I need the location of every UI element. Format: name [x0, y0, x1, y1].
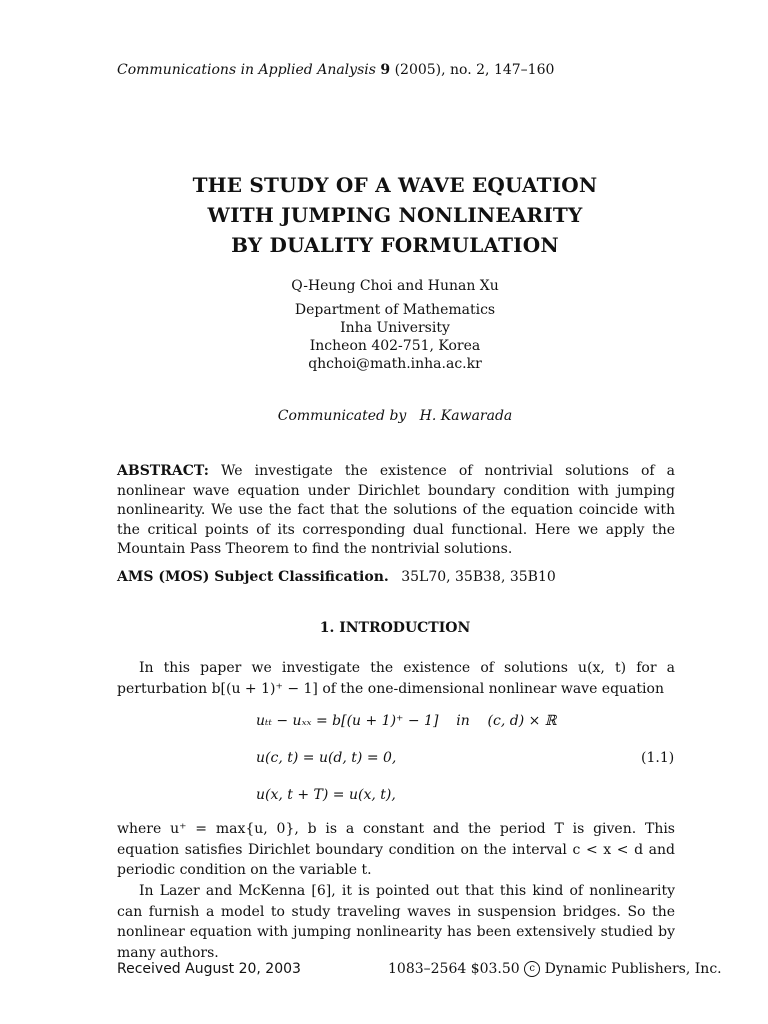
- author-university: Inha University: [340, 320, 450, 336]
- issn-price: 1083–2564 $03.50: [388, 961, 520, 977]
- author-department: Department of Mathematics: [294, 302, 496, 318]
- journal-volume: 9: [380, 62, 391, 78]
- author-address: Incheon 402-751, Korea: [309, 338, 481, 354]
- intro-paragraph-3: [117, 881, 675, 963]
- abstract-text: We investigate the existence of nontrivial solutions of a nonlinear wave equation under Dirichlet boundary condition with jumping nonlinearity. We use the fact that the solutions of the equation coincide with the critical points of its corresponding dual functional. Here we apply the Mountain Pass Theorem to find the nontrivial solutions.: [117, 463, 675, 557]
- equation-line-1: uₜₜ − uₓₓ = b[(u + 1)⁺ − 1] in (c, d) × ℝ: [256, 713, 557, 729]
- title-line-3: BY DUALITY FORMULATION: [231, 233, 559, 257]
- author-names: Q-Heung Choi and Hunan Xu: [291, 278, 499, 294]
- intro-paragraph-1-text: In this paper we investigate the existence of solutions u(x, t) for a perturbation b[(u + 1)⁺ − 1] of the one-dimensional nonlinear wave equation: [117, 660, 675, 697]
- intro-paragraph-1: [117, 658, 675, 699]
- ams-label: AMS (MOS) Subject Classification.: [117, 569, 389, 585]
- received-date: Received August 20, 2003: [117, 961, 301, 977]
- equation-line-3: u(x, t + T) = u(x, t),: [256, 787, 396, 803]
- publisher-line: [388, 961, 722, 977]
- copyright-icon: c: [524, 961, 540, 977]
- abstract: [117, 462, 675, 560]
- journal-header: [117, 62, 554, 78]
- intro-paragraph-3-text: In Lazer and McKenna [6], it is pointed out that this kind of nonlinearity can furnish a model to study traveling waves in suspension bridges. So the nonlinear equation with jumping nonlinearity has been extensively studied by many authors.: [117, 883, 675, 961]
- equation-line-2: u(c, t) = u(d, t) = 0,: [256, 750, 397, 766]
- paper-title: [0, 170, 768, 260]
- intro-paragraph-2-text: where u⁺ = max{u, 0}, b is a constant and the period T is given. This equation satisfies Dirichlet boundary condition on the interval c < x < d and periodic condition on the variable t.: [117, 821, 675, 878]
- ams-codes: 35L70, 35B38, 35B10: [401, 569, 556, 585]
- communicated-by: Communicated by H. Kawarada: [277, 408, 513, 424]
- author-block: [0, 277, 768, 373]
- publisher-name: Dynamic Publishers, Inc.: [544, 961, 722, 977]
- title-line-2: WITH JUMPING NONLINEARITY: [207, 203, 583, 227]
- intro-paragraph-2: [117, 819, 675, 881]
- journal-name: Communications in Applied Analysis: [117, 62, 376, 78]
- title-line-1: THE STUDY OF A WAVE EQUATION: [192, 173, 598, 197]
- author-email: qhchoi@math.inha.ac.kr: [308, 356, 482, 372]
- equation-number: (1.1): [641, 750, 675, 766]
- section-heading: 1. INTRODUCTION: [319, 620, 471, 636]
- abstract-label: ABSTRACT:: [117, 463, 209, 479]
- journal-issue: (2005), no. 2, 147–160: [394, 62, 555, 78]
- ams-classification: [117, 569, 556, 585]
